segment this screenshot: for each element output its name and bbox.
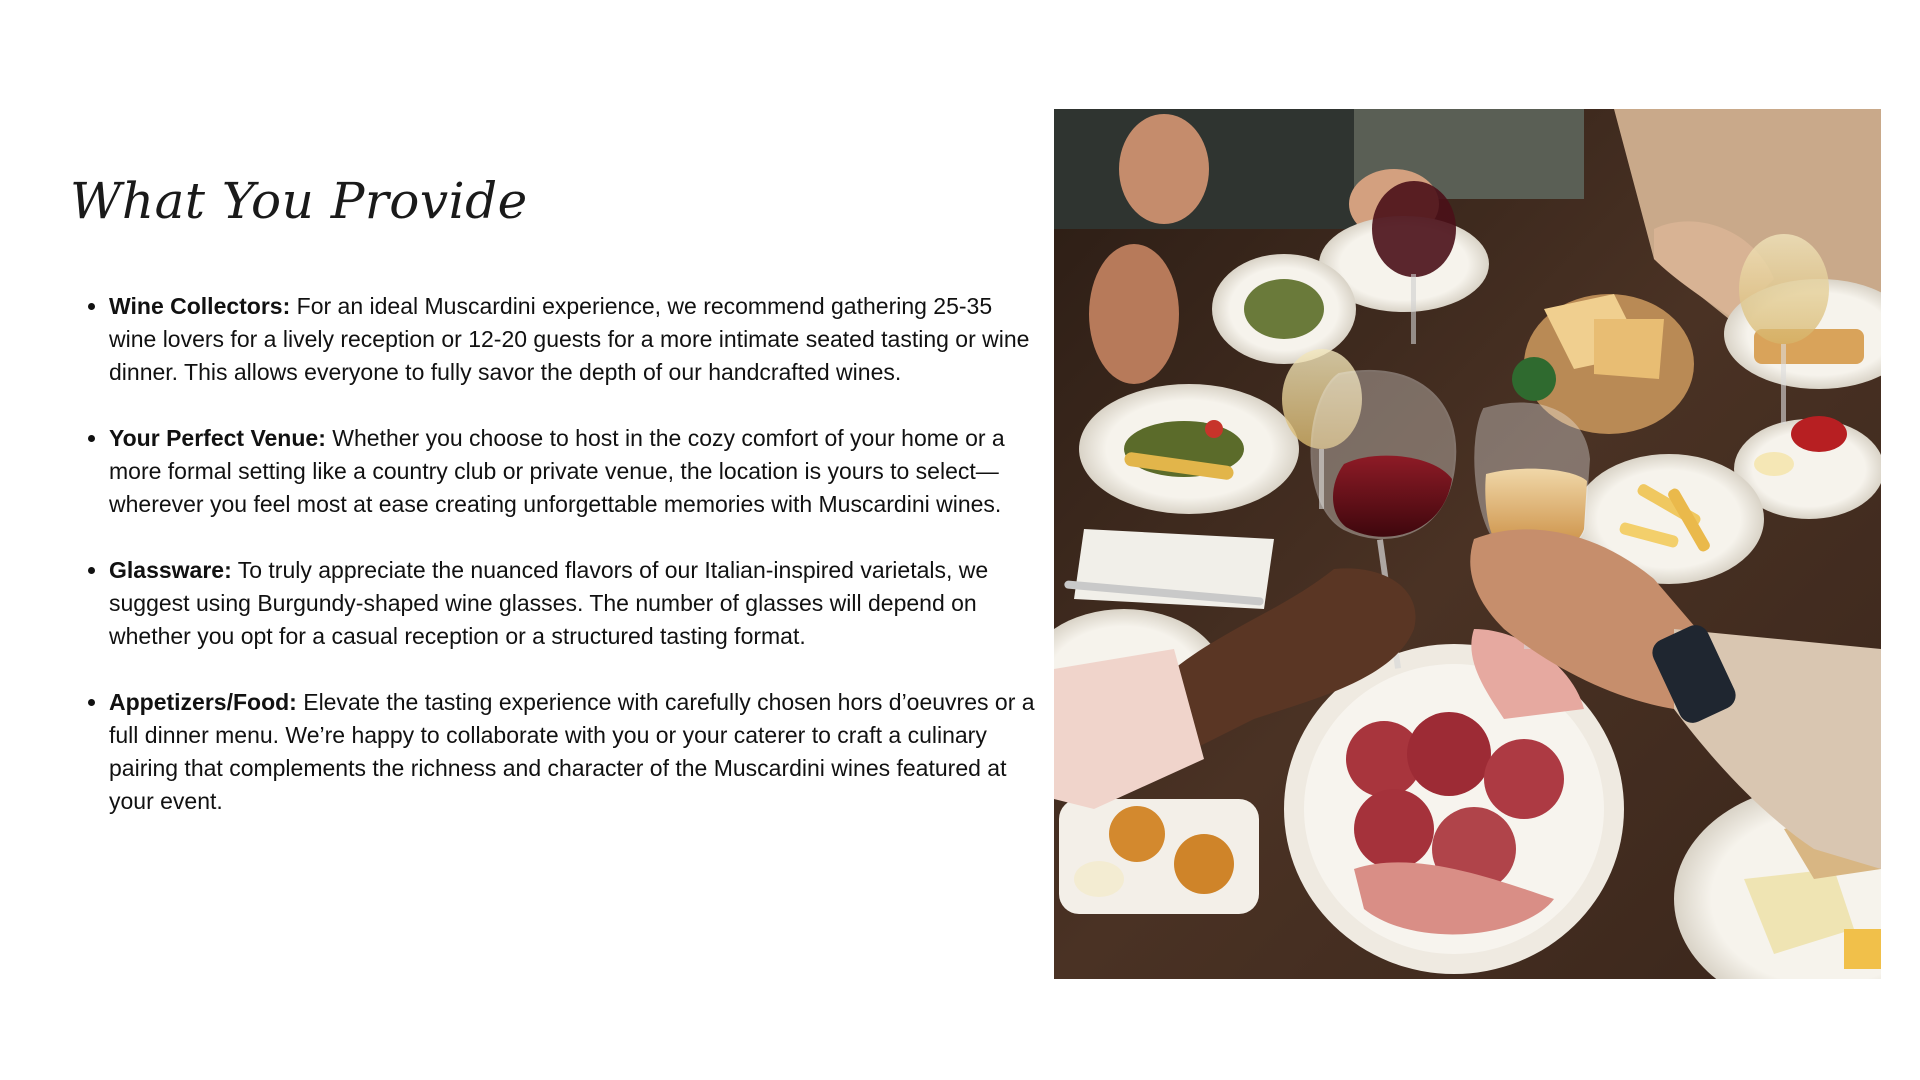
list-item-venue xyxy=(109,422,1039,521)
list-item-heading: Appetizers/Food: xyxy=(109,689,297,715)
list-item-heading: Your Perfect Venue: xyxy=(109,425,326,451)
list-item-wine-collectors xyxy=(109,290,1039,389)
page-title: What You Provide xyxy=(70,172,528,230)
list-item-text: Elevate the tasting experience with carefully chosen hors d’oeuvres or a full dinner menu. We’re happy to collaborate with you or your caterer to craft a culinary pairing that complements the richness and character of the Muscardini wines featured at your event. xyxy=(109,689,1035,814)
list-item-text: Whether you choose to host in the cozy comfort of your home or a more formal setting like a country club or private venue, the location is yours to select—wherever you feel most at ease creating unforgettable memories with Muscardini wines. xyxy=(109,425,1005,517)
list-item-text: To truly appreciate the nuanced flavors of our Italian-inspired varietals, we suggest using Burgundy-shaped wine glasses. The number of glasses will depend on whether you opt for a casual reception or a structured tasting format. xyxy=(109,557,989,649)
list-item-text: For an ideal Muscardini experience, we recommend gathering 25-35 wine lovers for a lively reception or 12-20 guests for a more intimate seated tasting or wine dinner. This allows everyone to fully savor the depth of our handcrafted wines. xyxy=(109,293,1030,385)
list-item-heading: Glassware: xyxy=(109,557,232,583)
list-item-glassware xyxy=(109,554,1039,653)
list-item-food xyxy=(109,686,1039,818)
list-item-heading: Wine Collectors: xyxy=(109,293,291,319)
dinner-table-toast-photo xyxy=(1054,109,1881,979)
provide-list xyxy=(92,290,1039,851)
